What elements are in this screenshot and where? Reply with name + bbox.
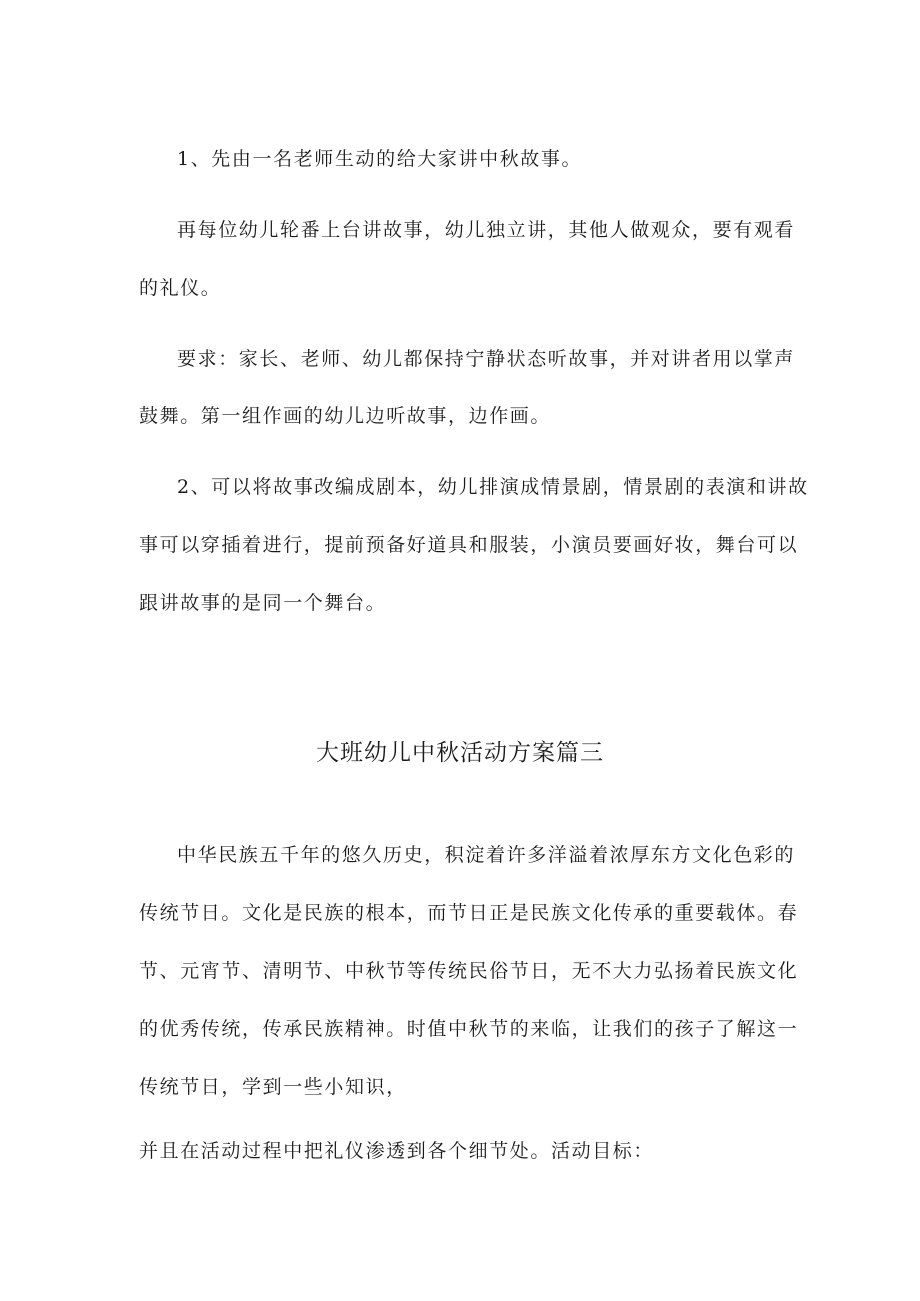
paragraph-line: 的礼仪。	[139, 277, 222, 299]
paragraph-line: 传统节日，学到一些小知识，	[139, 1076, 407, 1098]
list-item-2: 2、可以将故事改编成剧本，幼儿排演成情景剧，情景剧的表演和讲故	[177, 476, 809, 498]
paragraph-line: 事可以穿插着进行，提前预备好道具和服装，小演员要画好妆，舞台可以	[139, 534, 799, 556]
paragraph-line: 节、元宵节、清明节、中秋节等传统民俗节日，无不大力弘扬着民族文化	[139, 960, 799, 982]
list-item-1: 1、先由一名老师生动的给大家讲中秋故事。	[177, 148, 583, 170]
paragraph-line: 并且在活动过程中把礼仪渗透到各个细节处。活动目标：	[139, 1140, 655, 1162]
paragraph-line: 再每位幼儿轮番上台讲故事，幼儿独立讲，其他人做观众，要有观看	[177, 219, 796, 241]
section-title: 大班幼儿中秋活动方案篇三	[316, 740, 604, 766]
paragraph-line: 要求：家长、老师、幼儿都保持宁静状态听故事，并对讲者用以掌声	[177, 348, 796, 370]
paragraph-line: 鼓舞。第一组作画的幼儿边听故事，边作画。	[139, 405, 552, 427]
paragraph-line: 跟讲故事的是同一个舞台。	[139, 592, 387, 614]
paragraph-line: 中华民族五千年的悠久历史，积淀着许多洋溢着浓厚东方文化色彩的	[177, 844, 796, 866]
paragraph-line: 的优秀传统，传承民族精神。时值中秋节的来临，让我们的孩子了解这一	[139, 1018, 799, 1040]
paragraph-line: 传统节日。文化是民族的根本，而节日正是民族文化传承的重要载体。春	[139, 902, 799, 924]
